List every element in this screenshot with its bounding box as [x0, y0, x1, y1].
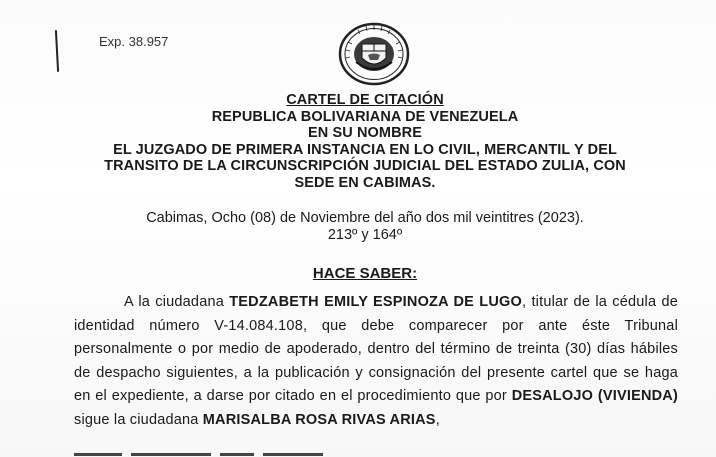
body-text-1: , titular de la cédula de identidad número V-14.084.108, que debe comparecer por ante éste Tribunal personalmente o por medio de apoderado, dentro del término de treinta (30) días hábiles de despacho siguientes, a la publicación y consignación del presente cartel que se haga en el expediente, a darse por citado en el procedimiento que por — [74, 294, 678, 405]
header-en-su-nombre: EN SU NOMBRE — [308, 125, 422, 141]
court-seal-icon — [338, 22, 410, 86]
header-court-line-1: EL JUZGADO DE PRIMERA INSTANCIA EN LO CIVIL, MERCANTIL Y DEL — [113, 141, 617, 158]
body-text — [74, 291, 678, 433]
defendant-name: TEDZABETH EMILY ESPINOZA DE LUGO — [229, 294, 522, 310]
header-court-line-3: SEDE EN CABIMAS. — [294, 174, 436, 191]
header-court-line-2: TRANSITO DE LA CIRCUNSCRIPCIÓN JUDICIAL DEL ESTADO ZULIA, CON — [104, 158, 626, 174]
years-line: 213º y 164º — [327, 227, 403, 243]
body-text-2: sigue la ciudadana — [74, 411, 203, 428]
cut-off-text-line — [74, 449, 374, 457]
hace-saber-heading: HACE SABER: — [312, 265, 418, 282]
expediente-number: Exp. 38.957 — [99, 34, 169, 49]
procedure-name: DESALOJO (VIVIENDA) — [511, 388, 678, 405]
document-header — [60, 92, 670, 191]
plaintiff-name: MARISALBA ROSA RIVAS ARIAS — [202, 411, 436, 428]
body-paragraph — [74, 291, 678, 433]
document-title: CARTEL DE CITACIÓN — [286, 92, 444, 108]
date-line: Cabimas, Ocho (08) de Noviembre del año dos mil veintitres (2023). — [146, 210, 584, 226]
margin-pen-mark — [55, 30, 59, 72]
date-block — [60, 210, 670, 244]
header-republic: REPUBLICA BOLIVARIANA DE VENEZUELA — [211, 108, 519, 125]
body-intro: A la ciudadana — [124, 294, 230, 310]
body-end: , — [435, 411, 440, 428]
